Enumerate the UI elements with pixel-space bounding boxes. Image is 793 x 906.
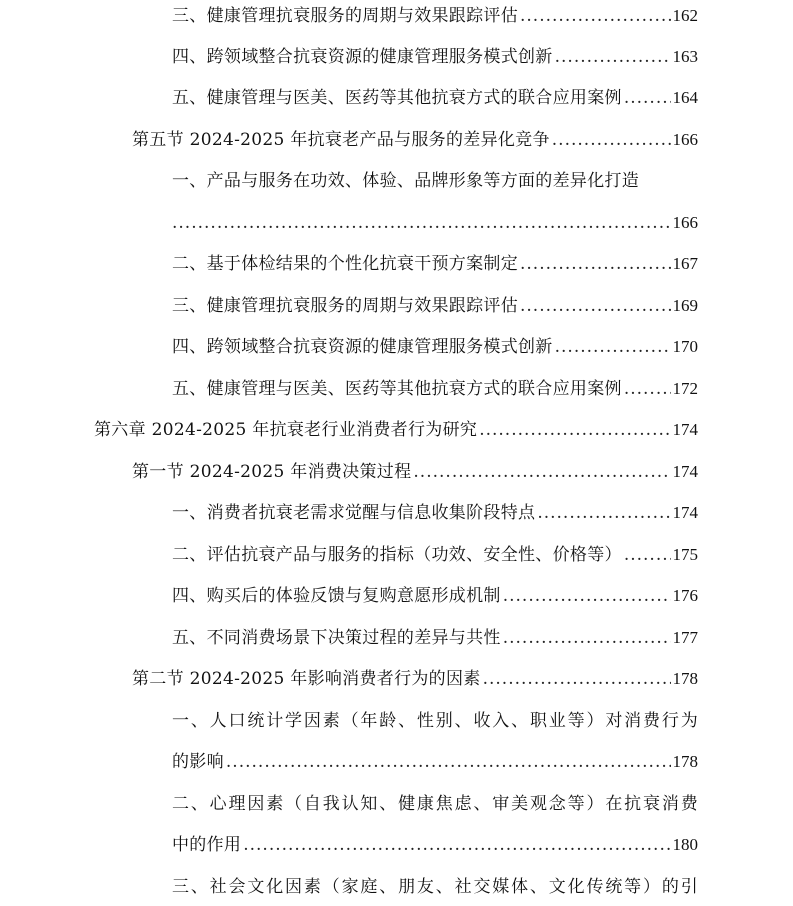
- toc-entry-title: 二、评估抗衰产品与服务的指标（功效、安全性、价格等）: [172, 545, 622, 565]
- toc-entry-title: 五、健康管理与医美、医药等其他抗衰方式的联合应用案例: [172, 379, 622, 399]
- toc-entry-title: 五、不同消费场景下决策过程的差异与共性: [172, 628, 501, 648]
- toc-page-number: 170: [672, 337, 698, 356]
- toc-entry[interactable]: [172, 248, 698, 280]
- toc-page-number: 180: [672, 835, 698, 854]
- toc-entry-continuation[interactable]: [172, 746, 698, 778]
- dot-leader: [483, 663, 671, 695]
- toc-page-number: 175: [672, 545, 698, 564]
- dot-leader: [552, 124, 671, 156]
- toc-row: [0, 82, 793, 114]
- dot-leader: [520, 248, 671, 280]
- toc-entry[interactable]: [172, 373, 698, 405]
- toc-entry-title: 第五节 2024-2025 年抗衰老产品与服务的差异化竞争: [132, 130, 550, 150]
- toc-row: [0, 746, 793, 778]
- dot-leader: [520, 290, 671, 322]
- toc-row: [0, 124, 793, 156]
- toc-page-number: 176: [672, 586, 698, 605]
- toc-page-number: 174: [672, 462, 698, 481]
- toc-row: [0, 663, 793, 695]
- toc-entry-title: 二、心理因素（自我认知、健康焦虑、审美观念等）在抗衰消费: [172, 794, 698, 814]
- toc-page-number: 178: [672, 752, 698, 771]
- toc-page-number: 177: [672, 628, 698, 647]
- toc-entry-title: 三、社会文化因素（家庭、朋友、社交媒体、文化传统等）的引: [172, 877, 698, 897]
- toc-row: [0, 373, 793, 405]
- toc-entry-title: 一、产品与服务在功效、体验、品牌形象等方面的差异化打造: [172, 171, 640, 191]
- dot-leader: [520, 0, 671, 32]
- toc-entry[interactable]: [172, 82, 698, 114]
- toc-entry-title: 第二节 2024-2025 年影响消费者行为的因素: [132, 669, 481, 689]
- toc-page-number: 166: [672, 213, 698, 232]
- toc-entry-title: 二、基于体检结果的个性化抗衰干预方案制定: [172, 254, 518, 274]
- dot-leader: [624, 82, 671, 114]
- toc-row: [0, 414, 793, 446]
- toc-entry[interactable]: [172, 331, 698, 363]
- toc-entry-continuation[interactable]: [172, 829, 698, 861]
- toc-page-number: 178: [672, 669, 698, 688]
- dot-leader: [172, 207, 671, 239]
- toc-entry[interactable]: [172, 580, 698, 612]
- dot-leader: [503, 580, 671, 612]
- toc-entry-title-continuation: 中的作用: [172, 835, 242, 855]
- toc-entry-title: 四、跨领域整合抗衰资源的健康管理服务模式创新: [172, 47, 553, 67]
- toc-row: [0, 290, 793, 322]
- toc-row: [0, 497, 793, 529]
- toc-entry-continuation[interactable]: [172, 207, 698, 239]
- toc-entry-title: 三、健康管理抗衰服务的周期与效果跟踪评估: [172, 6, 518, 26]
- toc-entry[interactable]: [172, 871, 698, 903]
- toc-entry[interactable]: [132, 124, 698, 156]
- dot-leader: [555, 41, 671, 73]
- toc-page-number: 162: [672, 6, 698, 25]
- toc-row: [0, 248, 793, 280]
- dot-leader: [537, 497, 670, 529]
- dot-leader: [243, 829, 670, 861]
- toc-row: [0, 165, 793, 197]
- toc-entry[interactable]: [172, 0, 698, 32]
- toc-entry-title: 三、健康管理抗衰服务的周期与效果跟踪评估: [172, 296, 518, 316]
- toc-row: [0, 0, 793, 32]
- toc-entry-title-continuation: 的影响: [172, 752, 224, 772]
- toc-row: [0, 331, 793, 363]
- dot-leader: [413, 456, 670, 488]
- toc-row: [0, 788, 793, 820]
- toc-row: [0, 622, 793, 654]
- toc-page-number: 174: [672, 420, 698, 439]
- toc-page-number: 167: [672, 254, 698, 273]
- toc-page-number: 172: [672, 379, 698, 398]
- toc-entry-title: 一、消费者抗衰老需求觉醒与信息收集阶段特点: [172, 503, 536, 523]
- toc-entry[interactable]: [172, 788, 698, 820]
- toc-row: [0, 456, 793, 488]
- toc-page-number: 174: [672, 503, 698, 522]
- toc-page-number: 166: [672, 130, 698, 149]
- toc-row: [0, 705, 793, 737]
- toc-entry-title: 第一节 2024-2025 年消费决策过程: [132, 462, 412, 482]
- toc-row: [0, 871, 793, 903]
- toc-entry[interactable]: [172, 165, 698, 197]
- dot-leader: [624, 539, 671, 571]
- dot-leader: [479, 414, 670, 446]
- toc-page-number: 164: [672, 88, 698, 107]
- dot-leader: [503, 622, 671, 654]
- toc-entry-title: 一、人口统计学因素（年龄、性别、收入、职业等）对消费行为: [172, 711, 698, 731]
- toc-entry[interactable]: [172, 41, 698, 73]
- toc-entry-title: 第六章 2024-2025 年抗衰老行业消费者行为研究: [94, 420, 478, 440]
- toc-entry[interactable]: [172, 705, 698, 737]
- toc-entry-title: 五、健康管理与医美、医药等其他抗衰方式的联合应用案例: [172, 88, 622, 108]
- toc-entry[interactable]: [172, 622, 698, 654]
- toc-entry[interactable]: [172, 497, 698, 529]
- toc-entry[interactable]: [172, 290, 698, 322]
- dot-leader: [624, 373, 671, 405]
- toc-row: [0, 539, 793, 571]
- toc-entry-title: 四、跨领域整合抗衰资源的健康管理服务模式创新: [172, 337, 553, 357]
- toc-entry-chapter[interactable]: [94, 414, 698, 446]
- toc-row: [0, 580, 793, 612]
- dot-leader: [226, 746, 671, 778]
- toc-page-number: 169: [672, 296, 698, 315]
- dot-leader: [555, 331, 671, 363]
- toc-entry[interactable]: [172, 539, 698, 571]
- toc-row: [0, 829, 793, 861]
- toc-entry[interactable]: [132, 663, 698, 695]
- toc-row: [0, 41, 793, 73]
- toc-page-number: 163: [672, 47, 698, 66]
- toc-row: [0, 207, 793, 239]
- toc-entry-title: 四、购买后的体验反馈与复购意愿形成机制: [172, 586, 501, 606]
- toc-entry[interactable]: [132, 456, 698, 488]
